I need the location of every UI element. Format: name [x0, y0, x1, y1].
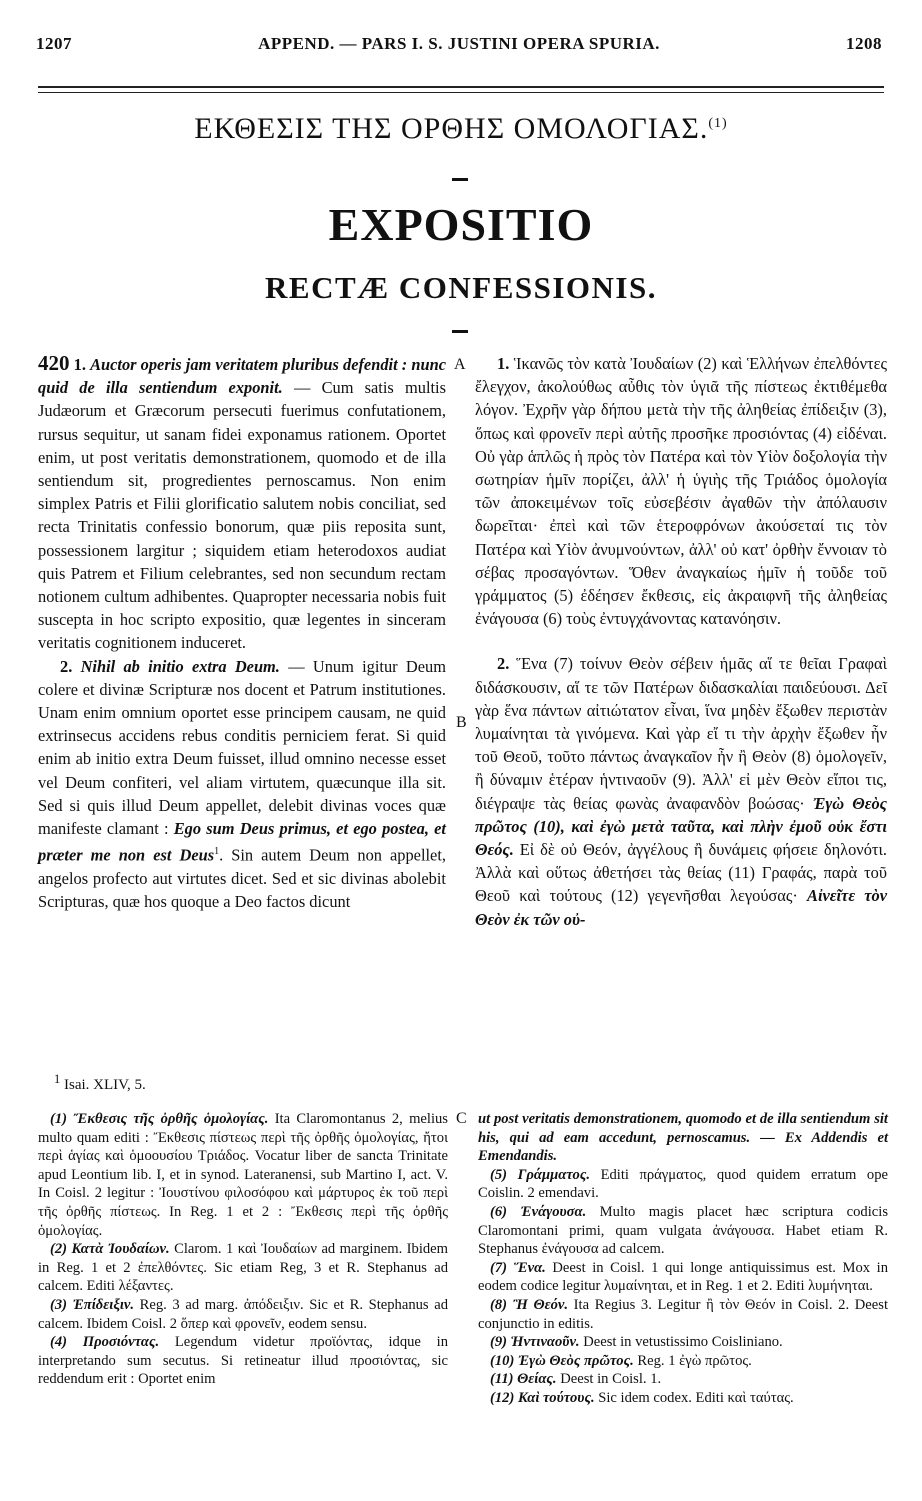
margin-marker-b: B: [456, 714, 467, 731]
latin-subtitle: RECTÆ CONFESSIONIS.: [265, 270, 657, 305]
greek-p2-text-a: Ἕνα (7) τοίνυν Θεὸν σέβειν ἡμᾶς αἵ τε θεῖαι Γραφαὶ διδάσκουσιν, αἵ τε τῶν Πατέρων διδασκαλίαι παιδεύουσι. Δεῖ γὰρ ἕνα πάντων αἰτιώτατον εἶναι, ἵνα μηδὲν ἔξωθεν περιστὰν λυμαίνηται τὰ γινόμενα. Καὶ γὰρ εἴ τι τὴν ἀρχὴν ἔξωθεν ἦν τοῦ Θεοῦ, τοῦτο πάντως ἀναγκαῖον ἦν ἢ Θεὸν (8) ὁμολογεῖν, ἢ δύναμιν ἑτέραν ἡντιναοῦν (9). Ἀλλ' εἰ μὲν Θεὸν εἴποι τις, διέγραψε τὰς θείας φωνὰς ἀναφανδὸν βοώσας·: [475, 654, 887, 813]
note-head: (4) Προσιόντας.: [50, 1334, 160, 1351]
scripture-footnote-mark: 1: [54, 1072, 61, 1086]
note-item: [478, 1389, 888, 1408]
latin-p2-number: 2.: [60, 656, 73, 676]
greek-paragraph-1: [475, 352, 887, 630]
note-head: (10) Ἐγὼ Θεὸς πρῶτος.: [490, 1352, 634, 1369]
notes-left-column: [38, 1110, 448, 1389]
subtitle-dash: [452, 330, 468, 333]
note-text: Legendum videtur προϊόντας, idque in interpretando sum secutus. Si retineatur illud προσιόντας, sic reddendum erit : Oportet enim: [38, 1334, 448, 1388]
latin-paragraph-1: [38, 352, 446, 655]
greek-title-text: ΕΚΘΕΣΙΣ ΤΗΣ ΟΡΘΗΣ ΟΜΟΛΟΓΙΑΣ.: [194, 112, 709, 145]
note-head: (1) Ἔκθεσις τῆς ὀρθῆς ὁμολογίας.: [50, 1111, 269, 1127]
note-text: Clarom. 1 καὶ Ἰουδαίων ad marginem. Ibidem in Reg. 1 et 2 ἐπελθόντες. Sic etiam Reg, 3 et R. Stephanus ad calcem. Editi λέξαντες.: [38, 1241, 448, 1295]
latin-p1-heading: Auctor operis jam veritatem pluribus defendit : nunc quid de illa sentiendum exponit.: [38, 355, 446, 398]
greek-title-note: (1): [708, 116, 728, 131]
latin-column: [38, 352, 446, 913]
note-item: [478, 1259, 888, 1296]
note-continuation: ut post veritatis demonstrationem, quomodo et de illa sentiendum sit his, qui ad eam accedunt, pernoscamus. — Ex Addendis et Emendandis.: [478, 1111, 888, 1165]
page-number-right: 1208: [846, 34, 882, 53]
note-text: Ita Regius 3. Legitur ἢ τὸν Θεόν in Coisl. 2. Deest conjunctio in editis.: [478, 1296, 888, 1332]
note-head: (5) Γράμματος.: [490, 1166, 591, 1183]
note-head: (11) Θείας.: [490, 1371, 557, 1388]
notes-right-column: [478, 1110, 888, 1408]
greek-p1-text: Ἱκανῶς τὸν κατὰ Ἰουδαίων (2) καὶ Ἑλλήνων ἐπελθόντες ἔλεγχον, ἀκολούθως αὖθις τὸν ὑγιᾶ τῆς πίστεως ἐκτιθέμεθα λόγον. Ἐχρῆν γὰρ δήπου μετὰ τὴν τῆς ἀληθείας ἐπίδειξιν (3), ὅπως καὶ φρονεῖν περὶ αὐτῆς προσῆκε προσιόντας (4) εἰδέναι. Οὐ γὰρ ἁπλῶς ἡ πρὸς τὸν Πατέρα καὶ τὸν Υἱὸν δοξολογία τὴν σωτηρίαν ἡμῖν πορίζει, ἀλλ' ἡ ὑγιὴς τῆς Τριάδος ὁμολογία τῶν ἀποκειμένων τοῖς εὐσεβέσιν ἀγαθῶν τὴν ἀπόλαυσιν δωρεῖται· ἐπεὶ καὶ τῶν ἑτεροφρόνων ἀκούσεταί τις τὸν Πατέρα καὶ Υἱὸν ἀνυμνούντων, ἀλλ' οὐ κατ' ὀρθὴν ἔννοιαν τὸ σέβας προσαγόντων. Ὅθεν ἀναγκαίως ἡμῖν ἡ τοῦδε τοῦ γράμματος (5) ἐδέησεν ἔκθεσις, εἰς ἀκραιφνῆ τῆς ἀληθείας ἐνάγουσα (6) τοὺς ἐντυγχάνοντας κατανόησιν.: [475, 354, 887, 629]
note-item: [478, 1110, 888, 1166]
note-head: (12) Καὶ τούτους.: [490, 1389, 595, 1406]
latin-p2-text-b: . Sin autem Deum non appellet, angelos profecto aut virtutes dicet. Sed et sic divinas abolebit Scripturas, quæ hos quoque a Deo factos dicunt: [38, 845, 446, 912]
note-item: [38, 1296, 448, 1333]
greek-p1-number: 1.: [497, 354, 510, 373]
greek-column: [475, 352, 887, 931]
paragraph-gap: [475, 630, 887, 652]
note-head: (3) Ἐπίδειξιν.: [50, 1296, 135, 1313]
greek-p2-quote: Ἐγὼ Θεὸς πρῶτος (10), καὶ ἐγὼ μετὰ ταῦτα, καὶ πλὴν ἐμοῦ οὐκ ἔστι Θεός.: [475, 793, 887, 860]
note-head: (6) Ἐνάγουσα.: [490, 1203, 587, 1220]
note-item: [478, 1370, 888, 1389]
latin-paragraph-2: [38, 655, 446, 914]
note-item: [478, 1166, 888, 1203]
running-title: APPEND. — PARS I. S. JUSTINI OPERA SPURIA.: [258, 34, 660, 53]
greek-title: [0, 112, 922, 146]
note-text: Reg. 3 ad marg. ἀπόδειξιν. Sic et R. Stephanus ad calcem. Ibidem Coisl. 2 ὅπερ καὶ φρονεῖν, eodem sensu.: [38, 1296, 448, 1332]
note-head: (7) Ἕνα.: [490, 1259, 546, 1276]
note-text: Reg. 1 ἐγὼ πρῶτος.: [637, 1352, 752, 1369]
page-number-left: 1207: [36, 34, 72, 53]
note-item: [38, 1333, 448, 1389]
note-head: (8) Ἢ Θεόν.: [490, 1296, 569, 1313]
running-header: [36, 34, 882, 58]
latin-p1-text: — Cum satis multis Judæorum et Græcorum persecuti fuerimus confutationem, rursus sequitur, ut sanam fidei exponamus rationem. Oportet enim, ut post veritatis demonstrationem, quomodo et de illa sentiendum sit, progredientes pernoscamus. Non enim simplex Patris et Filii glorificatio salutem nobis conciliat, sed recta Trinitatis confessio bonorum, quæ piis reposita sunt, possessionem largitur ; siquidem etiam heterodoxos audiat quis Patrem et Filium celebrantes, sed non secundum rectam notionem cultum adhibentes. Quapropter necessaria nobis fuit suscepta in hoc scripto expositio, quæ legentes in sinceram veritatis cognitionem induceret.: [38, 378, 446, 653]
title-dash: [452, 178, 468, 181]
note-head: (2) Κατὰ Ἰουδαίων.: [50, 1241, 170, 1258]
margin-marker-a: A: [454, 356, 466, 373]
header-rule-thin: [38, 92, 884, 93]
note-text: Multo magis placet hæc scriptura codicis Claromontani primi, quam vulgata ἀνάγουσα. Habet etiam R. Stephanus ἐνάγουσα ad calcem.: [478, 1203, 888, 1258]
note-text: Deest in Coisl. 1 qui longe antiquissimus est. Mox in eodem codice legitur λυμαίνηται, et in Reg. 1 et 2. Editi λυμήνηται.: [478, 1259, 889, 1295]
note-text: Sic idem codex. Editi καὶ ταύτας.: [598, 1389, 794, 1406]
note-item: [38, 1240, 448, 1296]
latin-p2-quote-ref: 1: [214, 846, 220, 858]
latin-p2-quote: Ego sum Deus primus, et ego postea, et præter me non est Deus: [38, 819, 446, 865]
scripture-footnote: [54, 1072, 146, 1094]
greek-p2-number: 2.: [497, 654, 510, 674]
note-item: [38, 1110, 448, 1240]
margin-marker-c: C: [456, 1110, 467, 1127]
note-item: [478, 1333, 888, 1352]
note-text: Editi πράγματος, quod quidem erratum ope Coislin. 2 emendavi.: [478, 1166, 888, 1202]
note-head: (9) Ἡντιναοῦν.: [490, 1334, 580, 1351]
note-text: Deest in vetustissimo Coisliniano.: [583, 1334, 783, 1351]
note-item: [478, 1203, 888, 1259]
column-number: 420: [38, 351, 70, 375]
latin-title: EXPOSITIO: [328, 199, 594, 250]
note-text: Deest in Coisl. 1.: [560, 1371, 662, 1388]
scripture-footnote-text: Isai. XLIV, 5.: [64, 1077, 146, 1093]
latin-p2-heading: Nihil ab initio extra Deum.: [80, 656, 280, 676]
note-item: [478, 1296, 888, 1333]
note-item: [478, 1352, 888, 1371]
greek-p2-text-b: Εἰ δὲ οὐ Θεόν, ἀγγέλους ἢ δυνάμεις φήσειε δηλονότι. Ἀλλὰ καὶ οὕτως ἀθετήσει τὰς θείας (11) Γραφάς, παρὰ τοῦ Θεοῦ καὶ τούτους (12) γεγενῆσθαι λεγούσας·: [475, 840, 887, 906]
latin-p2-text-a: — Unum igitur Deum colere et divinæ Scripturæ nos docent et Patrum institutiones. Unam enim omnium oportet esse principem causam, ne quid extrinsecus accidens rebus conditis perniciem ferat. Si quid enim ab initio extra Deum fuisset, illud omnino necesse esset vel Deum confiteri, vel aliam virtutem, quæcunque illa sit. Sed si quis illud Deum appellet, delebit divinas voces quæ manifeste clamant :: [38, 656, 446, 839]
header-rule: [38, 86, 884, 88]
note-text: Ita Claromontanus 2, melius multo quam editi : Ἔκθεσις πίστεως περὶ τῆς ὀρθῆς ὁμολογίας, ἤτοι περὶ ἁγίας καὶ ὁμοουσίου Τριάδος. Vocatur liber de sancta Trinitate apud Leontium lib. I, et in synod. Lateranensi, sub Martino I, act. V. In Coisl. 2 legitur : Ἰουστίνου φιλοσόφου καὶ μάρτυρος ἐκ τοῦ περὶ τῆς ὀρθῆς πίστεως. In Reg. 1 et 2 : Ἔκθεσις περὶ τῆς ὀρθῆς ὁμολογίας.: [38, 1111, 448, 1239]
latin-p1-number: 1.: [73, 355, 86, 374]
greek-paragraph-2: [475, 652, 887, 930]
greek-p2-tail: Αἰνεῖτε τὸν Θεὸν ἐκ τῶν οὐ-: [475, 886, 887, 929]
